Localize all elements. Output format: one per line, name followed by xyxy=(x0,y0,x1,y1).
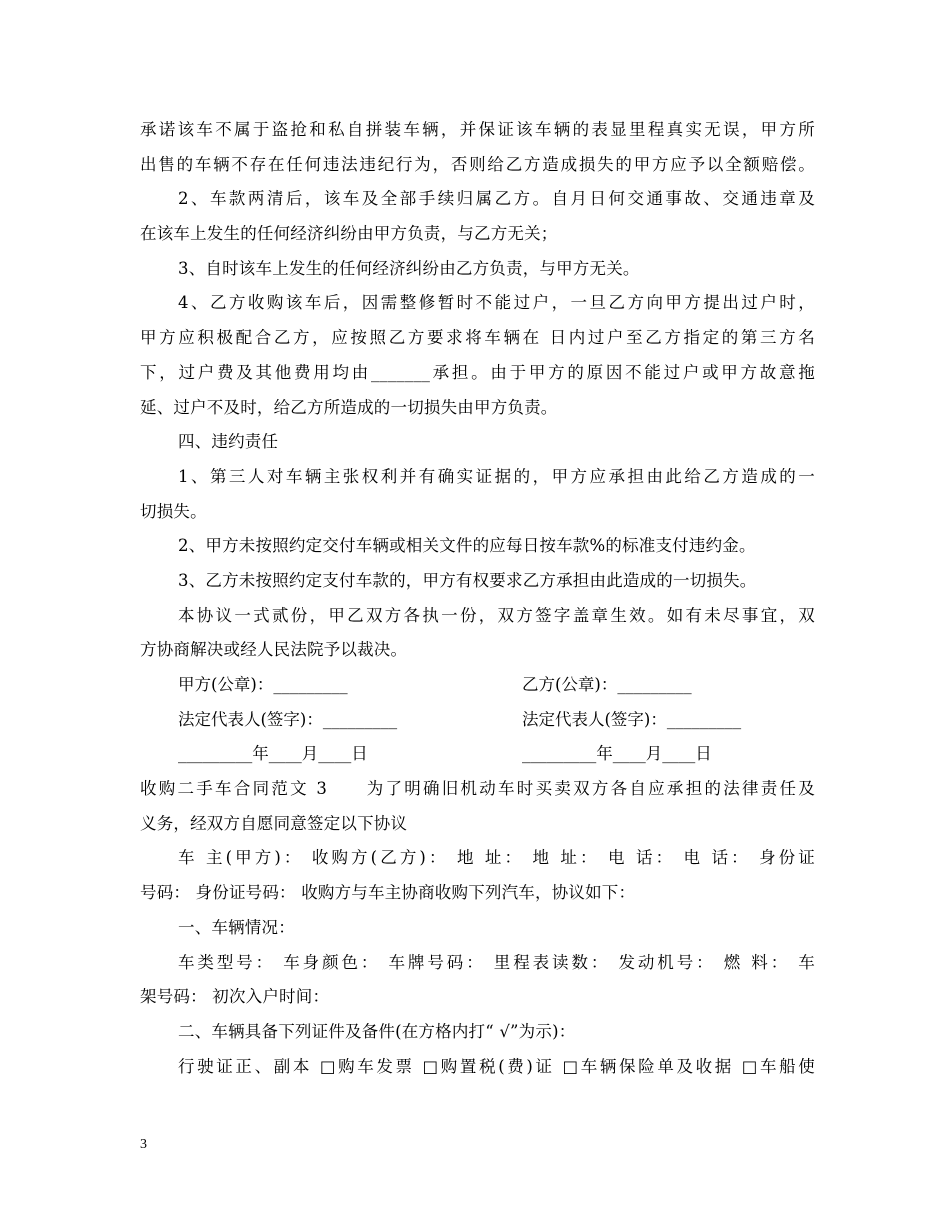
party-a-date: _________年____月____日 xyxy=(178,744,368,764)
clause-line: 本协议一式贰份，甲乙双方各执一份，双方签字盖章生效。如有未尽事宜，双 xyxy=(178,605,815,625)
clause-line: 2、甲方未按照约定交付车辆或相关文件的应每日按车款%的标准支付违约金。 xyxy=(178,536,756,556)
contract-title-line: 收购二手车合同范文 3 为了明确旧机动车时买卖双方各自应承担的法律责任及 xyxy=(140,779,815,799)
document-body xyxy=(140,113,815,1084)
vehicle-info-line: 车类型号： 车身颜色： 车牌号码： 里程表读数： 发动机号： 燃 料： 车 xyxy=(178,952,815,972)
party-a-representative: 法定代表人(签字)：_________ xyxy=(178,709,398,729)
signature-row xyxy=(140,703,815,738)
paragraph-line: 切损失。 xyxy=(140,501,207,521)
signature-row xyxy=(140,737,815,772)
party-b-date: _________年____月____日 xyxy=(522,744,712,764)
paragraph-line: 下，过户费及其他费用均由_______承担。由于甲方的原因不能过户或甲方故意拖 xyxy=(140,362,815,382)
paragraph-line: 延、过户不及时，给乙方所造成的一切损失由甲方负责。 xyxy=(140,397,558,417)
clause-line: 4、乙方收购该车后，因需整修暂时不能过户，一旦乙方向甲方提出过户时， xyxy=(178,293,815,313)
paragraph-line: 方协商解决或经人民法院予以裁决。 xyxy=(140,640,408,660)
page-number: 3 xyxy=(140,1137,147,1152)
parties-line: 车 主(甲方)： 收购方(乙方)： 地 址： 地 址： 电 话： 电 话： 身份证 xyxy=(178,848,815,868)
paragraph-line: 出售的车辆不存在任何违法违纪行为，否则给乙方造成损失的甲方应予以全额赔偿。 xyxy=(140,154,815,174)
section-heading: 一、车辆情况： xyxy=(178,917,295,937)
party-b-seal: 乙方(公章)：_________ xyxy=(522,675,692,694)
paragraph-line: 号码： 身份证号码： 收购方与车主协商收购下列汽车，协议如下： xyxy=(140,883,636,903)
party-a-seal: 甲方(公章)：_________ xyxy=(178,675,348,694)
paragraph-line: 义务，经双方自愿同意签定以下协议 xyxy=(140,813,408,833)
party-b-representative: 法定代表人(签字)：_________ xyxy=(522,709,742,729)
paragraph-line: 架号码： 初次入户时间： xyxy=(140,987,330,1007)
signature-row xyxy=(140,668,815,703)
clause-line: 2、车款两清后，该车及全部手续归属乙方。自月日何交通事故、交通违章及 xyxy=(178,189,815,209)
paragraph-line: 承诺该车不属于盗抢和私自拼装车辆，并保证该车辆的表显里程真实无误，甲方所 xyxy=(140,120,815,139)
documents-checklist-line: 行驶证正、副本 □购车发票 □购置税(费)证 □车辆保险单及收据 □车船使 xyxy=(178,1056,815,1076)
section-heading: 二、车辆具备下列证件及备件(在方格内打“ √”为示)： xyxy=(178,1021,576,1041)
section-heading: 四、违约责任 xyxy=(178,432,279,452)
paragraph-line: 在该车上发生的任何经济纠纷由甲方负责，与乙方无关； xyxy=(140,224,558,244)
clause-line: 1、第三人对车辆主张权利并有确实证据的，甲方应承担由此给乙方造成的一 xyxy=(178,466,815,486)
clause-line: 3、乙方未按照约定支付车款的，甲方有权要求乙方承担由此造成的一切损失。 xyxy=(178,570,757,590)
paragraph-line: 甲方应积极配合乙方，应按照乙方要求将车辆在 日内过户至乙方指定的第三方名 xyxy=(140,328,815,348)
clause-line: 3、自时该车上发生的任何经济纠纷由乙方负责，与甲方无关。 xyxy=(178,258,640,278)
